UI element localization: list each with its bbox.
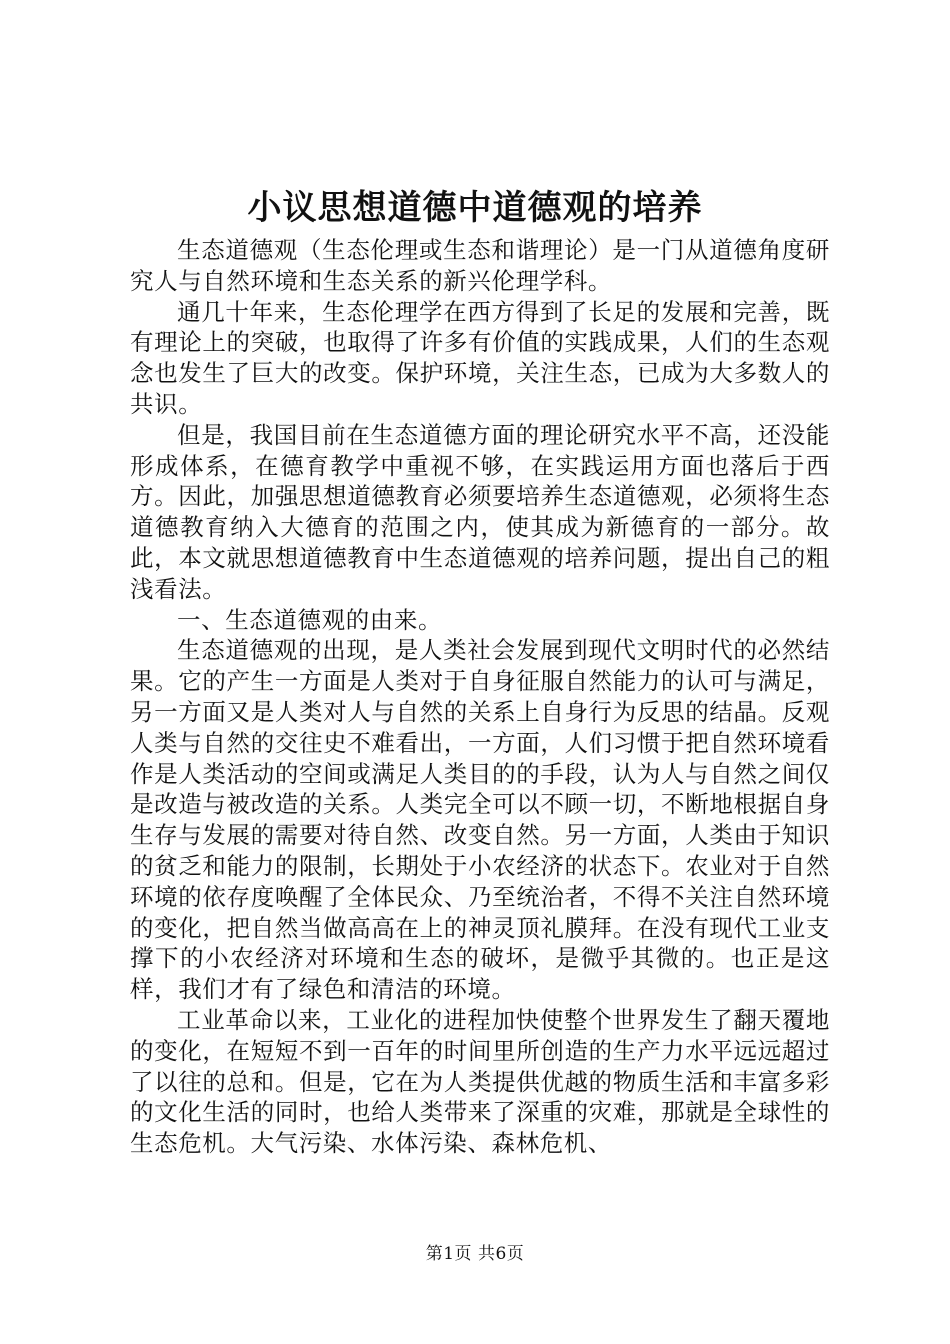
paragraph-domestic-status: 但是，我国目前在生态道德方面的理论研究水平不高，还没能形成体系，在德育教学中重视不够，在实践运用方面也落后于西方。因此，加强思想道德教育必须要培养生态道德观，必须将生态道德教育纳入大德育的范围之内，使其成为新德育的一部分。故此，本文就思想道德教育中生态道德观的培养问题，提出自己的粗浅看法。 [130,420,830,603]
section-heading-origin: 一、生态道德观的由来。 [177,605,443,634]
document-body [130,235,830,1159]
paragraph-origin: 生态道德观的出现，是人类社会发展到现代文明时代的必然结果。它的产生一方面是人类对于自身征服自然能力的认可与满足，另一方面又是人类对人与自然的关系上自身行为反思的结晶。反观人类与自然的交往史不难看出，一方面，人们习惯于把自然环境看作是人类活动的空间或满足人类目的的手段，认为人与自然之间仅是改造与被改造的关系。人类完全可以不顾一切，不断地根据自身生存与发展的需要对待自然、改变自然。另一方面，人类由于知识的贫乏和能力的限制，长期处于小农经济的状态下。农业对于自然环境的依存度唤醒了全体民众、乃至统治者，不得不关注自然环境的变化，把自然当做高高在上的神灵顶礼膜拜。在没有现代工业支撑下的小农经济对环境和生态的破坏，是微乎其微的。也正是这样，我们才有了绿色和清洁的环境。 [130,636,830,1004]
paragraph-intro: 生态道德观（生态伦理或生态和谐理论）是一门从道德角度研究人与自然环境和生态关系的新兴伦理学科。 [130,236,830,295]
page-title: 小议思想道德中道德观的培养 [247,188,703,228]
paragraph-industrial-revolution: 工业革命以来，工业化的进程加快使整个世界发生了翻天覆地的变化，在短短不到一百年的时间里所创造的生产力水平远远超过了以往的总和。但是，它在为人类提供优越的物质生活和丰富多彩的文化生活的同时，也给人类带来了深重的灾难，那就是全球性的生态危机。大气污染、水体污染、森林危机、 [130,1005,830,1158]
page-footer: 第1页 共6页 [425,1244,525,1264]
paragraph-western-development: 通几十年来，生态伦理学在西方得到了长足的发展和完善，既有理论上的突破，也取得了许多有价值的实践成果，人们的生态观念也发生了巨大的改变。保护环境，关注生态，已成为大多数人的共识。 [130,297,830,418]
